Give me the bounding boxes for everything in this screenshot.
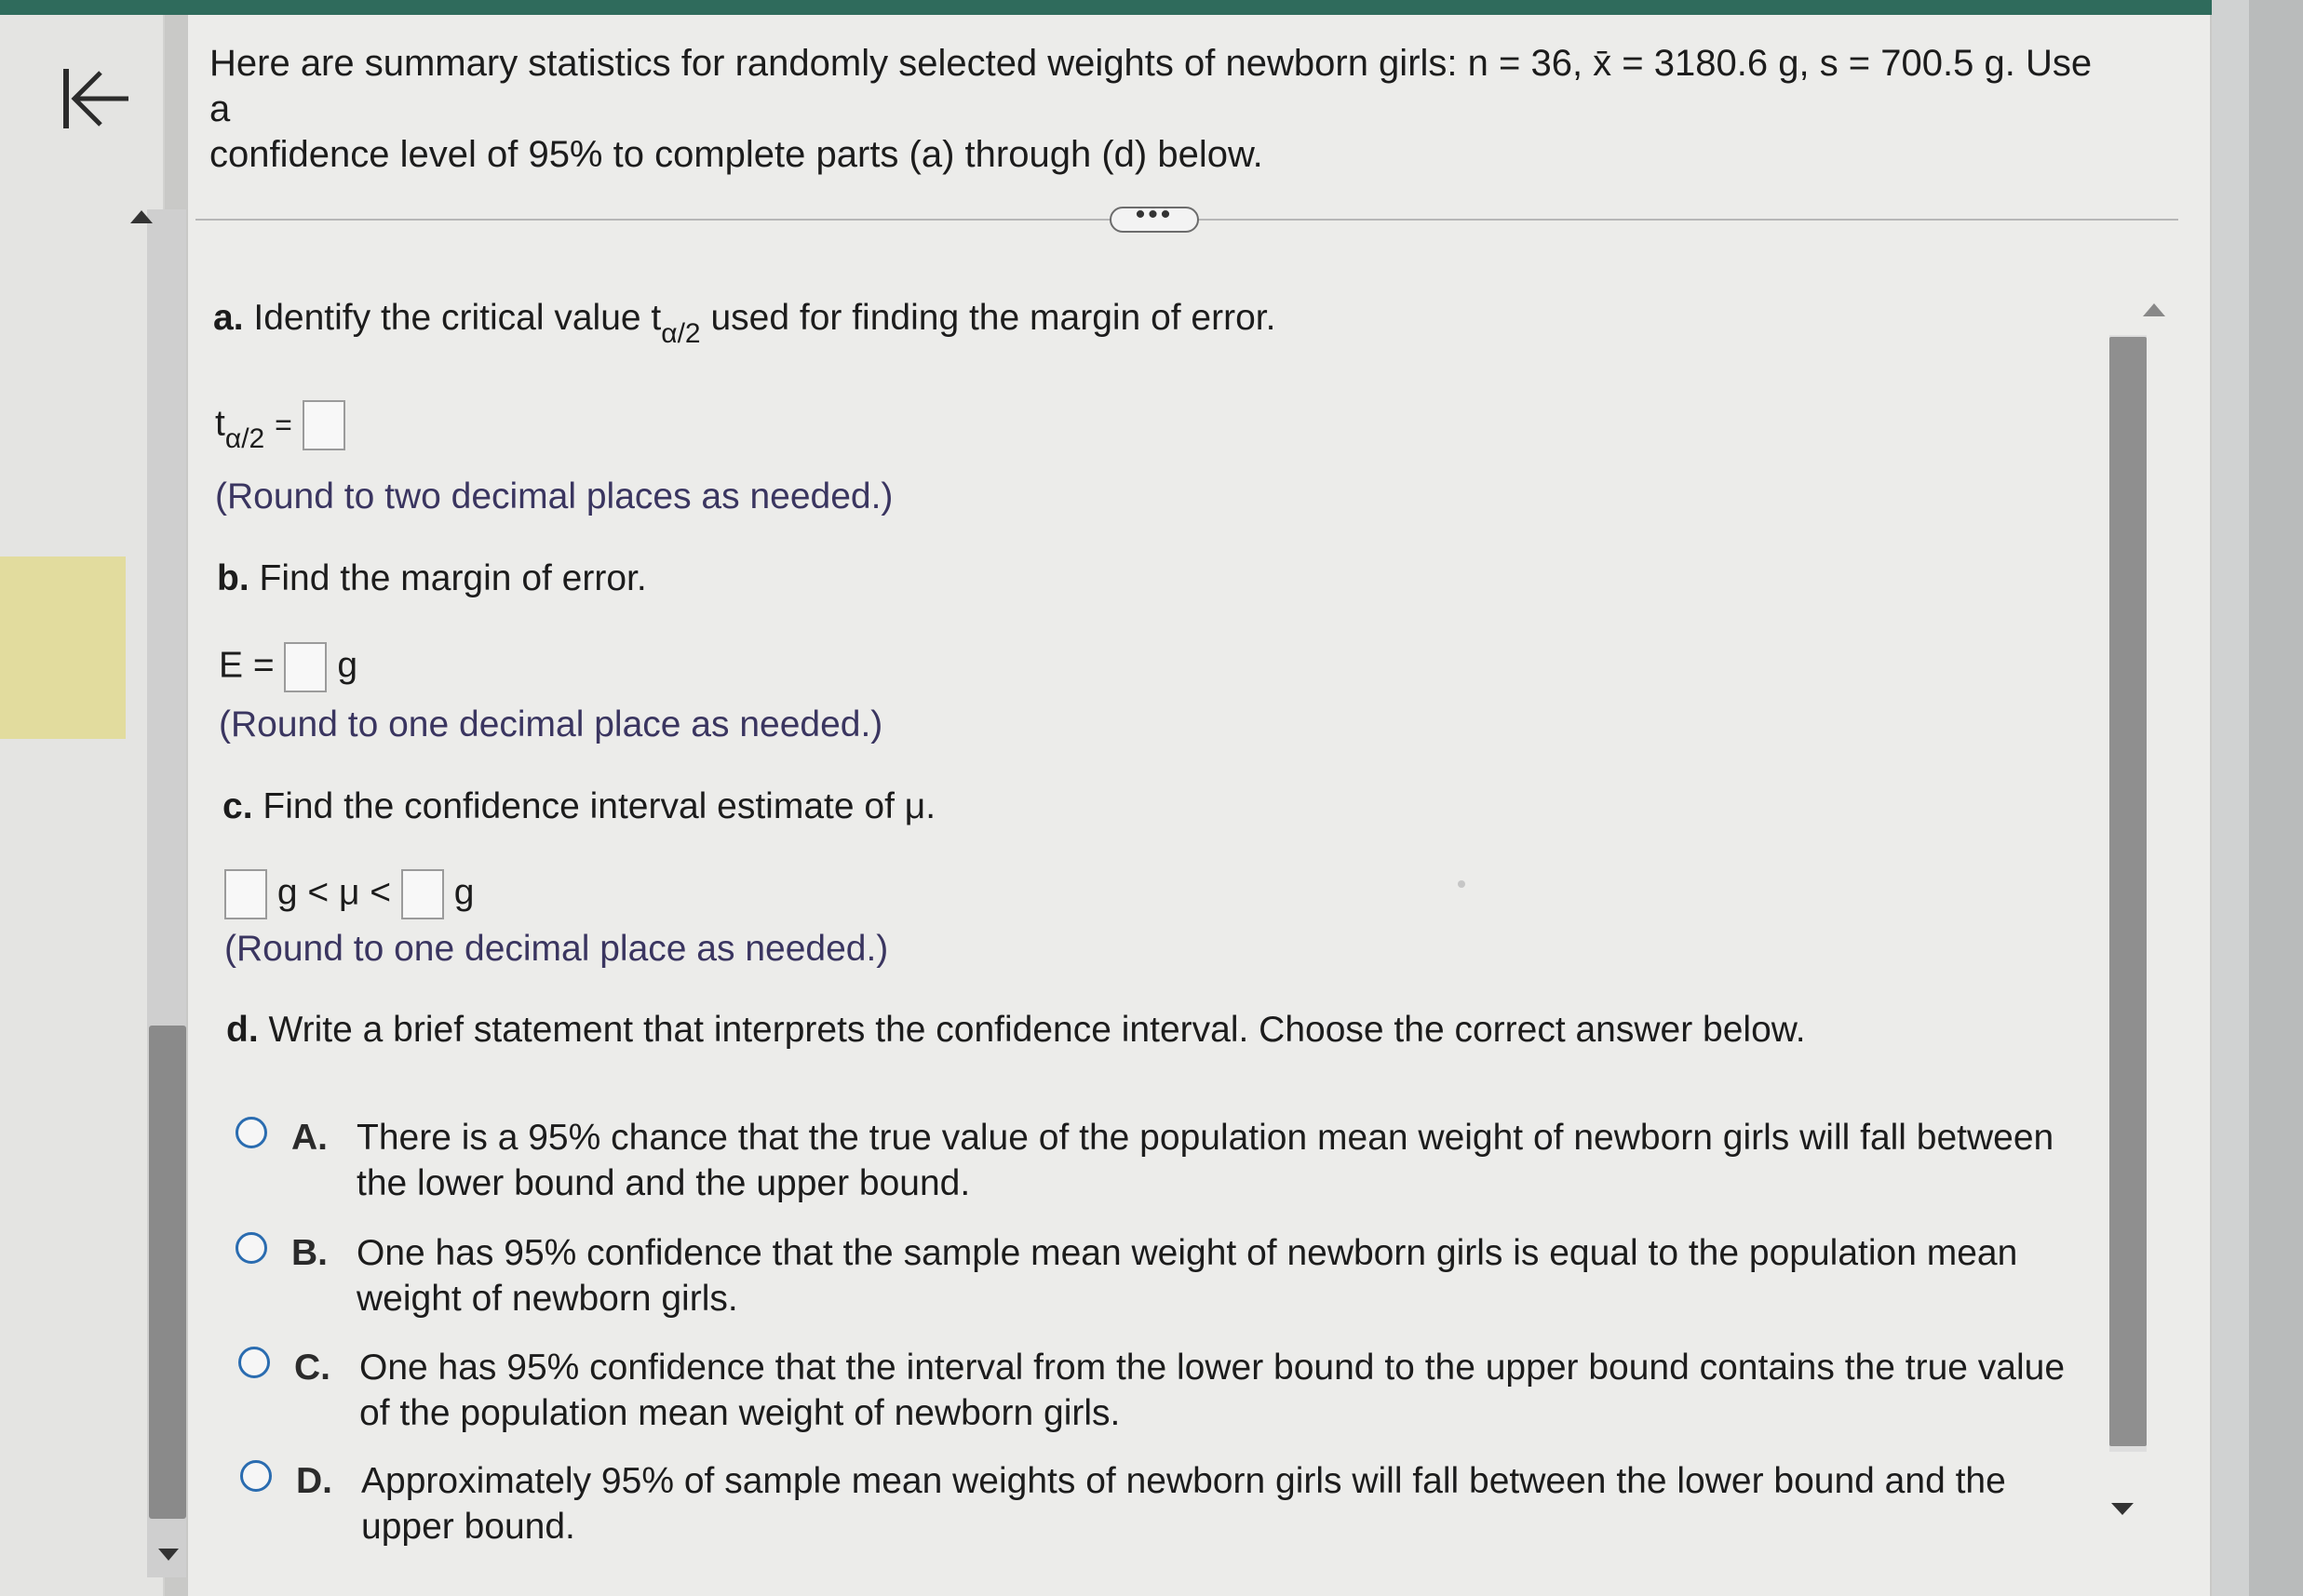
inner-scrollbar-thumb[interactable] (2109, 337, 2147, 1446)
part-a-equation (215, 400, 345, 455)
part-a-text-before: Identify the critical value t (253, 298, 662, 338)
right-gutter-edge (2212, 0, 2249, 1596)
left-navigation-rail (0, 15, 165, 1596)
part-a-text-after: used for finding the margin of error. (700, 298, 1276, 338)
option-b-text (357, 1230, 2088, 1321)
back-to-start-icon[interactable] (54, 58, 138, 141)
part-a-prompt (213, 298, 1276, 349)
part-a-eq-lhs: t (215, 403, 225, 444)
part-d-letter: d. (226, 1010, 259, 1050)
radio-unselected-icon[interactable] (236, 1117, 267, 1148)
option-d-line-2: upper bound. (361, 1507, 575, 1547)
top-header-bar (0, 0, 2212, 15)
part-a-eq-subscript: α/2 (224, 423, 265, 455)
option-b-letter: B. (291, 1233, 328, 1273)
option-a-line-1: There is a 95% chance that the true value of the population mean weight of newborn girls will fall between (357, 1118, 2054, 1158)
option-b-line-1: One has 95% confidence that the sample mean weight of newborn girls is equal to the population mean (357, 1233, 2018, 1273)
option-d-line-1: Approximately 95% of sample mean weights of newborn girls will fall between the lower bound and the (361, 1461, 2006, 1501)
part-a-subscript: α/2 (661, 318, 701, 349)
part-b-prompt (217, 558, 647, 599)
expand-more-button[interactable] (1110, 199, 1199, 233)
lower-bound-input[interactable] (224, 869, 267, 919)
part-d-text: Write a brief statement that interprets the confidence interval. Choose the correct answer below. (268, 1010, 1806, 1050)
radio-unselected-icon[interactable] (236, 1232, 267, 1264)
option-c-letter: C. (294, 1348, 330, 1388)
stray-dot (1458, 880, 1465, 888)
critical-value-input[interactable] (303, 400, 345, 450)
more-dots-icon: ••• (1135, 199, 1174, 230)
option-a-text (357, 1115, 2088, 1206)
part-c-hint: (Round to one decimal place as needed.) (224, 929, 889, 969)
part-b-eq-lhs: E = (219, 645, 275, 686)
option-c-line-2: of the population mean weight of newborn girls. (359, 1393, 1121, 1433)
part-c-letter: c. (222, 786, 253, 826)
radio-unselected-icon[interactable] (240, 1460, 272, 1492)
margin-of-error-input[interactable] (284, 642, 327, 692)
radio-unselected-icon[interactable] (238, 1347, 270, 1378)
part-c-equation (224, 869, 474, 919)
part-c-text: Find the confidence interval estimate of μ. (263, 786, 936, 826)
side-highlight-tab[interactable] (0, 557, 126, 739)
part-c-unit: g (453, 872, 475, 913)
part-a-letter: a. (213, 298, 244, 338)
option-c-text (359, 1345, 2091, 1436)
part-b-letter: b. (217, 558, 249, 598)
part-d-prompt (226, 1010, 1806, 1051)
intro-line-2: confidence level of 95% to complete parts (a) through (d) below. (209, 134, 1263, 175)
option-d-letter: D. (296, 1461, 332, 1501)
part-b-unit: g (337, 645, 358, 686)
option-b-line-2: weight of newborn girls. (357, 1279, 738, 1319)
option-a-line-2: the lower bound and the upper bound. (357, 1163, 971, 1203)
question-intro (209, 41, 2099, 178)
scroll-down-arrow-icon[interactable] (158, 1549, 179, 1561)
option-c-line-1: One has 95% confidence that the interval from the lower bound to the upper bound contains the true value (359, 1348, 2066, 1388)
part-b-hint: (Round to one decimal place as needed.) (219, 704, 883, 744)
outer-scrollbar-thumb[interactable] (149, 1026, 186, 1519)
upper-bound-input[interactable] (401, 869, 444, 919)
part-c-middle: g < μ < (276, 872, 392, 913)
inner-scroll-up-icon[interactable] (2143, 303, 2165, 316)
part-b-text: Find the margin of error. (259, 558, 647, 598)
option-a-letter: A. (291, 1118, 328, 1158)
part-b-equation (219, 642, 357, 692)
part-c-prompt (222, 786, 936, 827)
intro-line-1: Here are summary statistics for randomly selected weights of newborn girls: n = 36, x̄ = 3180.6 g, s = 700.5 g. Use a (209, 43, 2093, 129)
scroll-up-arrow-icon[interactable] (130, 210, 153, 223)
part-a-eq-sign: = (275, 408, 292, 442)
option-d-text (361, 1458, 2093, 1549)
inner-scroll-down-icon[interactable] (2111, 1503, 2134, 1515)
part-a-hint: (Round to two decimal places as needed.) (215, 476, 894, 516)
